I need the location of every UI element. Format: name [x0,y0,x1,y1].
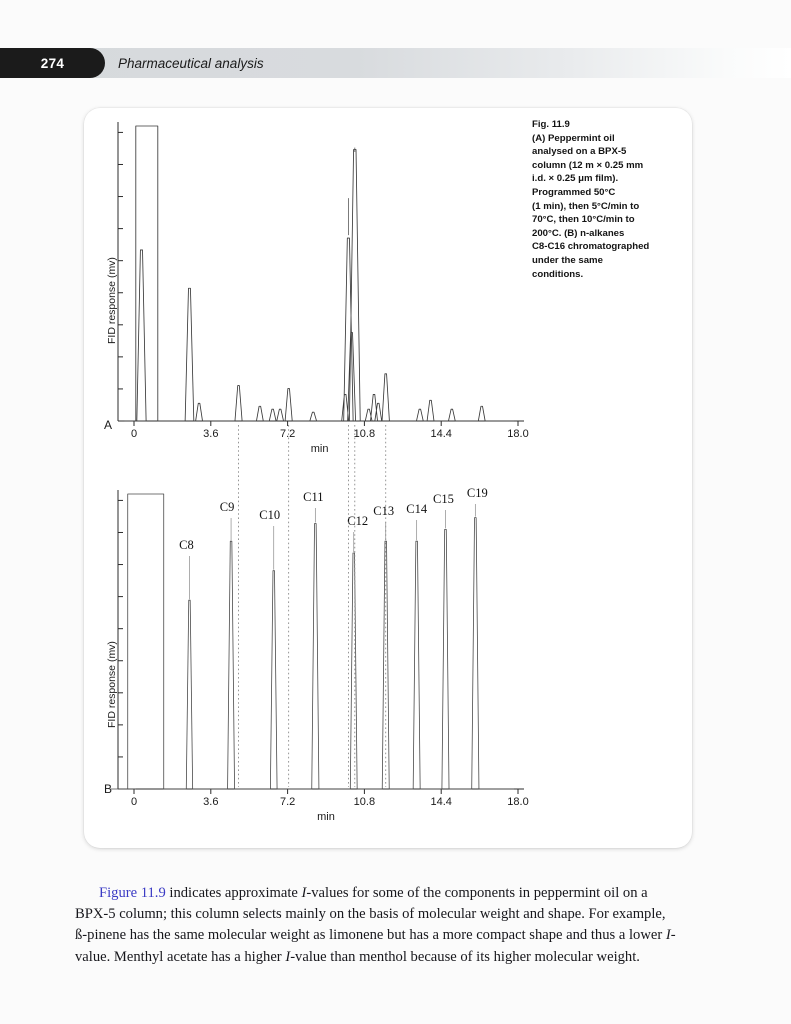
caption-line-8: C8-C16 chromatographed [532,241,650,253]
xtick-label: 0 [130,796,138,808]
figure-card [84,108,692,848]
alkane-label: C15 [433,492,454,506]
panel-connectors [84,108,692,848]
panel-a-letter: A [104,418,113,432]
caption-title: Fig. 11.9 [532,119,570,130]
caption-line-2: column (12 m × 0.25 mm [532,159,644,171]
xtick-label: 10.8 [353,796,376,808]
caption-line-10: conditions. [532,268,584,280]
caption-line-7: 200°C. (B) n-alkanes [532,227,625,239]
xaxis-unit: min [310,443,329,455]
xtick-label: 10.8 [353,428,376,440]
caption-line-5: (1 min), then 5°C/min to [532,200,640,212]
panel-b-ylabel: FID response (mv) [106,641,118,728]
alkane-label: C9 [219,500,235,514]
xtick-label: 14.4 [430,428,452,440]
caption-line-6: 70°C, then 10°C/min to [532,214,635,226]
alkane-label: C19 [466,486,488,500]
xtick-label: 7.2 [279,428,296,440]
alkane-label: C12 [347,514,369,528]
running-header [0,48,791,78]
alkane-label: C13 [373,504,395,518]
xtick-label: 3.6 [203,796,219,808]
alkane-label: C11 [303,490,324,504]
xtick-label: 7.2 [279,796,296,808]
caption-line-1: analysed on a BPX-5 [532,146,627,158]
xtick-label: 3.6 [203,428,219,440]
xtick-label: 0 [130,428,138,440]
caption-line-4: Programmed 50°C [532,186,616,198]
alkane-label: C10 [259,508,281,522]
caption-line-3: i.d. × 0.25 μm film). [532,173,619,185]
xtick-label: 18.0 [507,428,529,440]
xaxis-unit: min [317,811,335,823]
figure-reference-link[interactable]: Figure 11.9 [99,884,166,901]
xtick-label: 18.0 [507,796,529,808]
page-title: Pharmaceutical analysis [118,55,264,71]
page-number: 274 [40,55,65,71]
panel-a-ylabel: FID response (mv) [106,257,118,344]
caption-line-9: under the same [532,254,603,266]
alkane-label: C8 [179,538,194,552]
paragraph-text: indicates approximate I-values for some of the components in peppermint oil on a BPX-5 column; this column selects mainly on the basis of molecular weight and shape. For example, ß-pinene has the same molecular weight as limonene but has a more compact shape and thus a lower I-value. Menthyl acetate has a higher I-value than menthol because of its higher molecular weight. [75,884,676,965]
xtick-label: 14.4 [430,796,452,808]
panel-b-letter: B [104,782,113,796]
caption-line-0: (A) Peppermint oil [532,132,615,144]
body-paragraph [75,883,681,969]
alkane-label: C14 [406,502,428,516]
